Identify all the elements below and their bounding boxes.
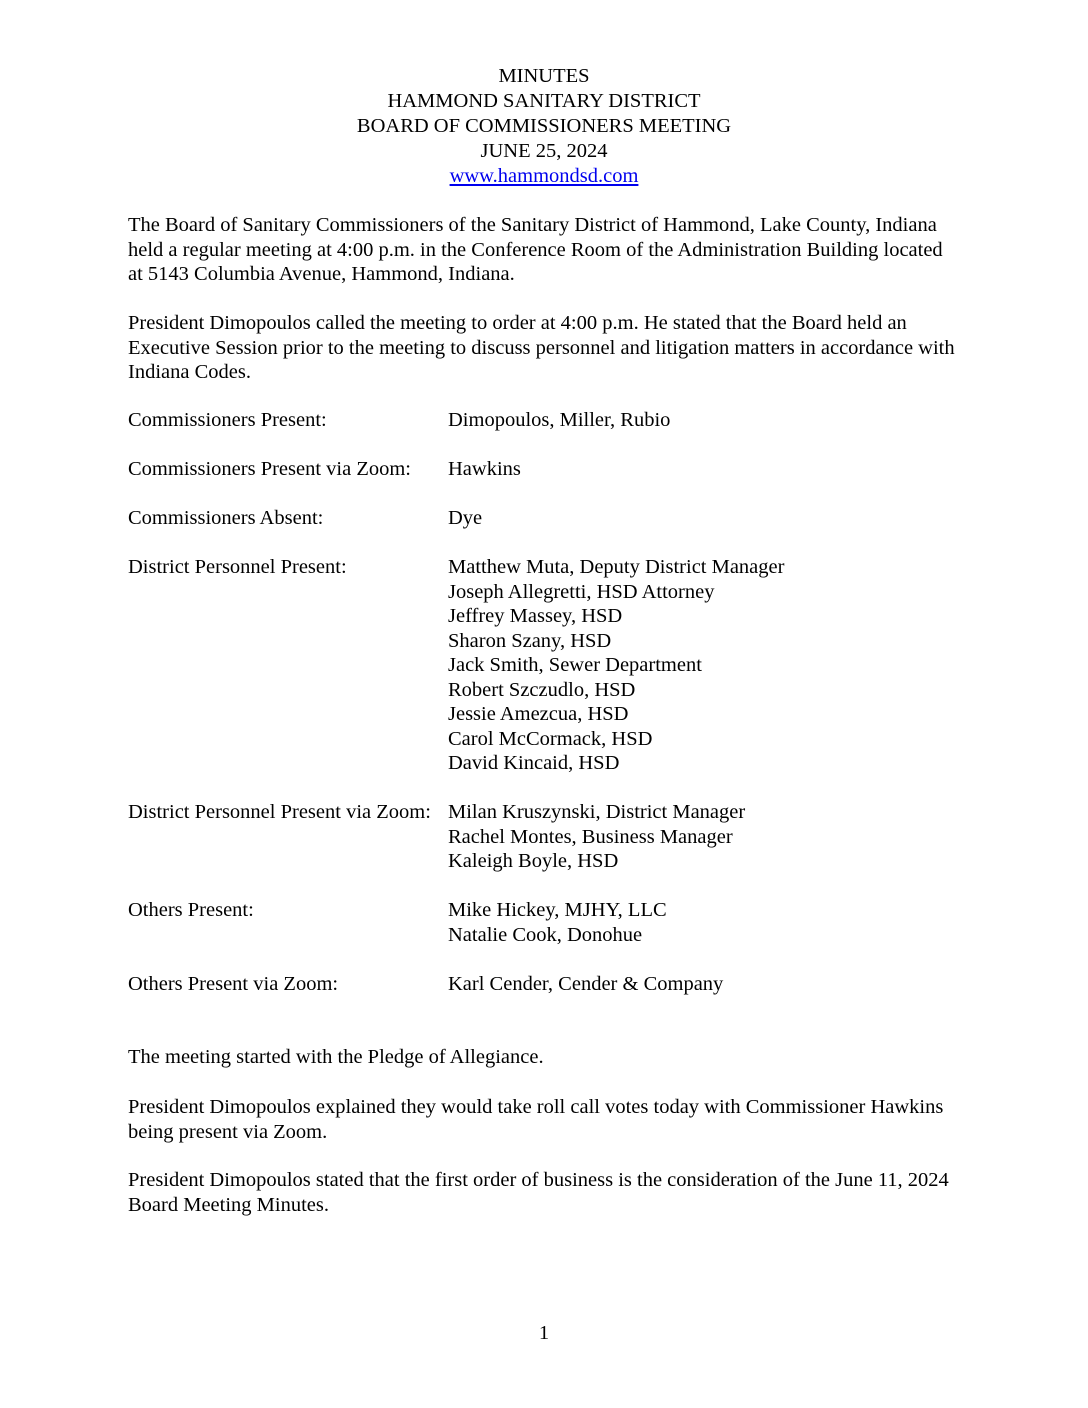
attendance-names [448,555,958,776]
attendee-name: Kaleigh Boyle, HSD [448,850,619,872]
attendee-name: Jessie Amezcua, HSD [448,703,629,725]
attendance-names [448,800,958,874]
attendance-names [448,972,958,997]
call-to-order-paragraph: President Dimopoulos called the meeting to order at 4:00 p.m. He stated that the Board held an Executive Session prior to the meeting to discuss personnel and litigation matters in accordance with Indiana Codes. [128,312,955,383]
attendance-label: Commissioners Absent: [128,507,324,529]
header-organization: HAMMOND SANITARY DISTRICT [387,90,701,112]
attendee-name: Dimopoulos, Miller, Rubio [448,409,671,431]
attendance-names [448,506,958,531]
page-number: 1 [538,1322,550,1344]
attendee-name: Matthew Muta, Deputy District Manager [448,556,785,578]
attendance-label: Others Present via Zoom: [128,972,339,995]
attendance-row [128,898,958,947]
attendee-name: Rachel Montes, Business Manager [448,825,733,848]
attendance-label: District Personnel Present: [128,556,347,578]
attendee-name: David Kincaid, HSD [448,752,620,774]
pledge-paragraph: The meeting started with the Pledge of Allegiance. [128,1046,544,1068]
attendance-label: Commissioners Present: [128,409,327,431]
attendance-names [448,898,958,947]
attendee-name: Milan Kruszynski, District Manager [448,801,746,823]
attendee-name: Carol McCormack, HSD [448,727,653,750]
attendance-label: District Personnel Present via Zoom: [128,801,431,823]
attendee-name: Joseph Allegretti, HSD Attorney [448,580,715,603]
header-date: JUNE 25, 2024 [480,140,608,162]
website-link[interactable]: www.hammondsd.com [449,165,639,187]
attendee-name: Natalie Cook, Donohue [448,923,643,946]
intro-paragraph: The Board of Sanitary Commissioners of the Sanitary District of Hammond, Lake County, Indiana held a regular meeting at 4:00 p.m. in the Conference Room of the Administration Building located at 5143 Columbia Avenue, Hammond, Indiana. [128,214,943,285]
attendance-roster [128,408,958,1021]
first-order-paragraph: President Dimopoulos stated that the first order of business is the consideration of the June 11, 2024 Board Meeting Minutes. [128,1169,949,1216]
attendance-row [128,800,958,874]
attendee-name: Dye [448,507,483,529]
attendance-label: Others Present: [128,899,254,921]
header-meeting: BOARD OF COMMISSIONERS MEETING [356,115,732,137]
attendance-names [448,457,958,482]
attendance-row [128,408,958,433]
attendance-row [128,555,958,776]
attendee-name: Hawkins [448,458,521,480]
attendance-row [128,457,958,482]
attendee-name: Mike Hickey, MJHY, LLC [448,899,667,921]
header-title: MINUTES [498,65,590,87]
attendee-name: Jack Smith, Sewer Department [448,654,702,676]
attendee-name: Jeffrey Massey, HSD [448,605,623,627]
roll-call-paragraph: President Dimopoulos explained they would take roll call votes today with Commissioner Hawkins being present via Zoom. [128,1096,944,1143]
attendee-name: Karl Cender, Cender & Company [448,972,724,995]
attendee-name: Robert Szczudlo, HSD [448,678,636,701]
attendance-row [128,972,958,997]
attendance-label: Commissioners Present via Zoom: [128,458,411,480]
attendee-name: Sharon Szany, HSD [448,629,612,652]
attendance-names [448,408,958,433]
attendance-row [128,506,958,531]
document-header [0,64,1088,189]
